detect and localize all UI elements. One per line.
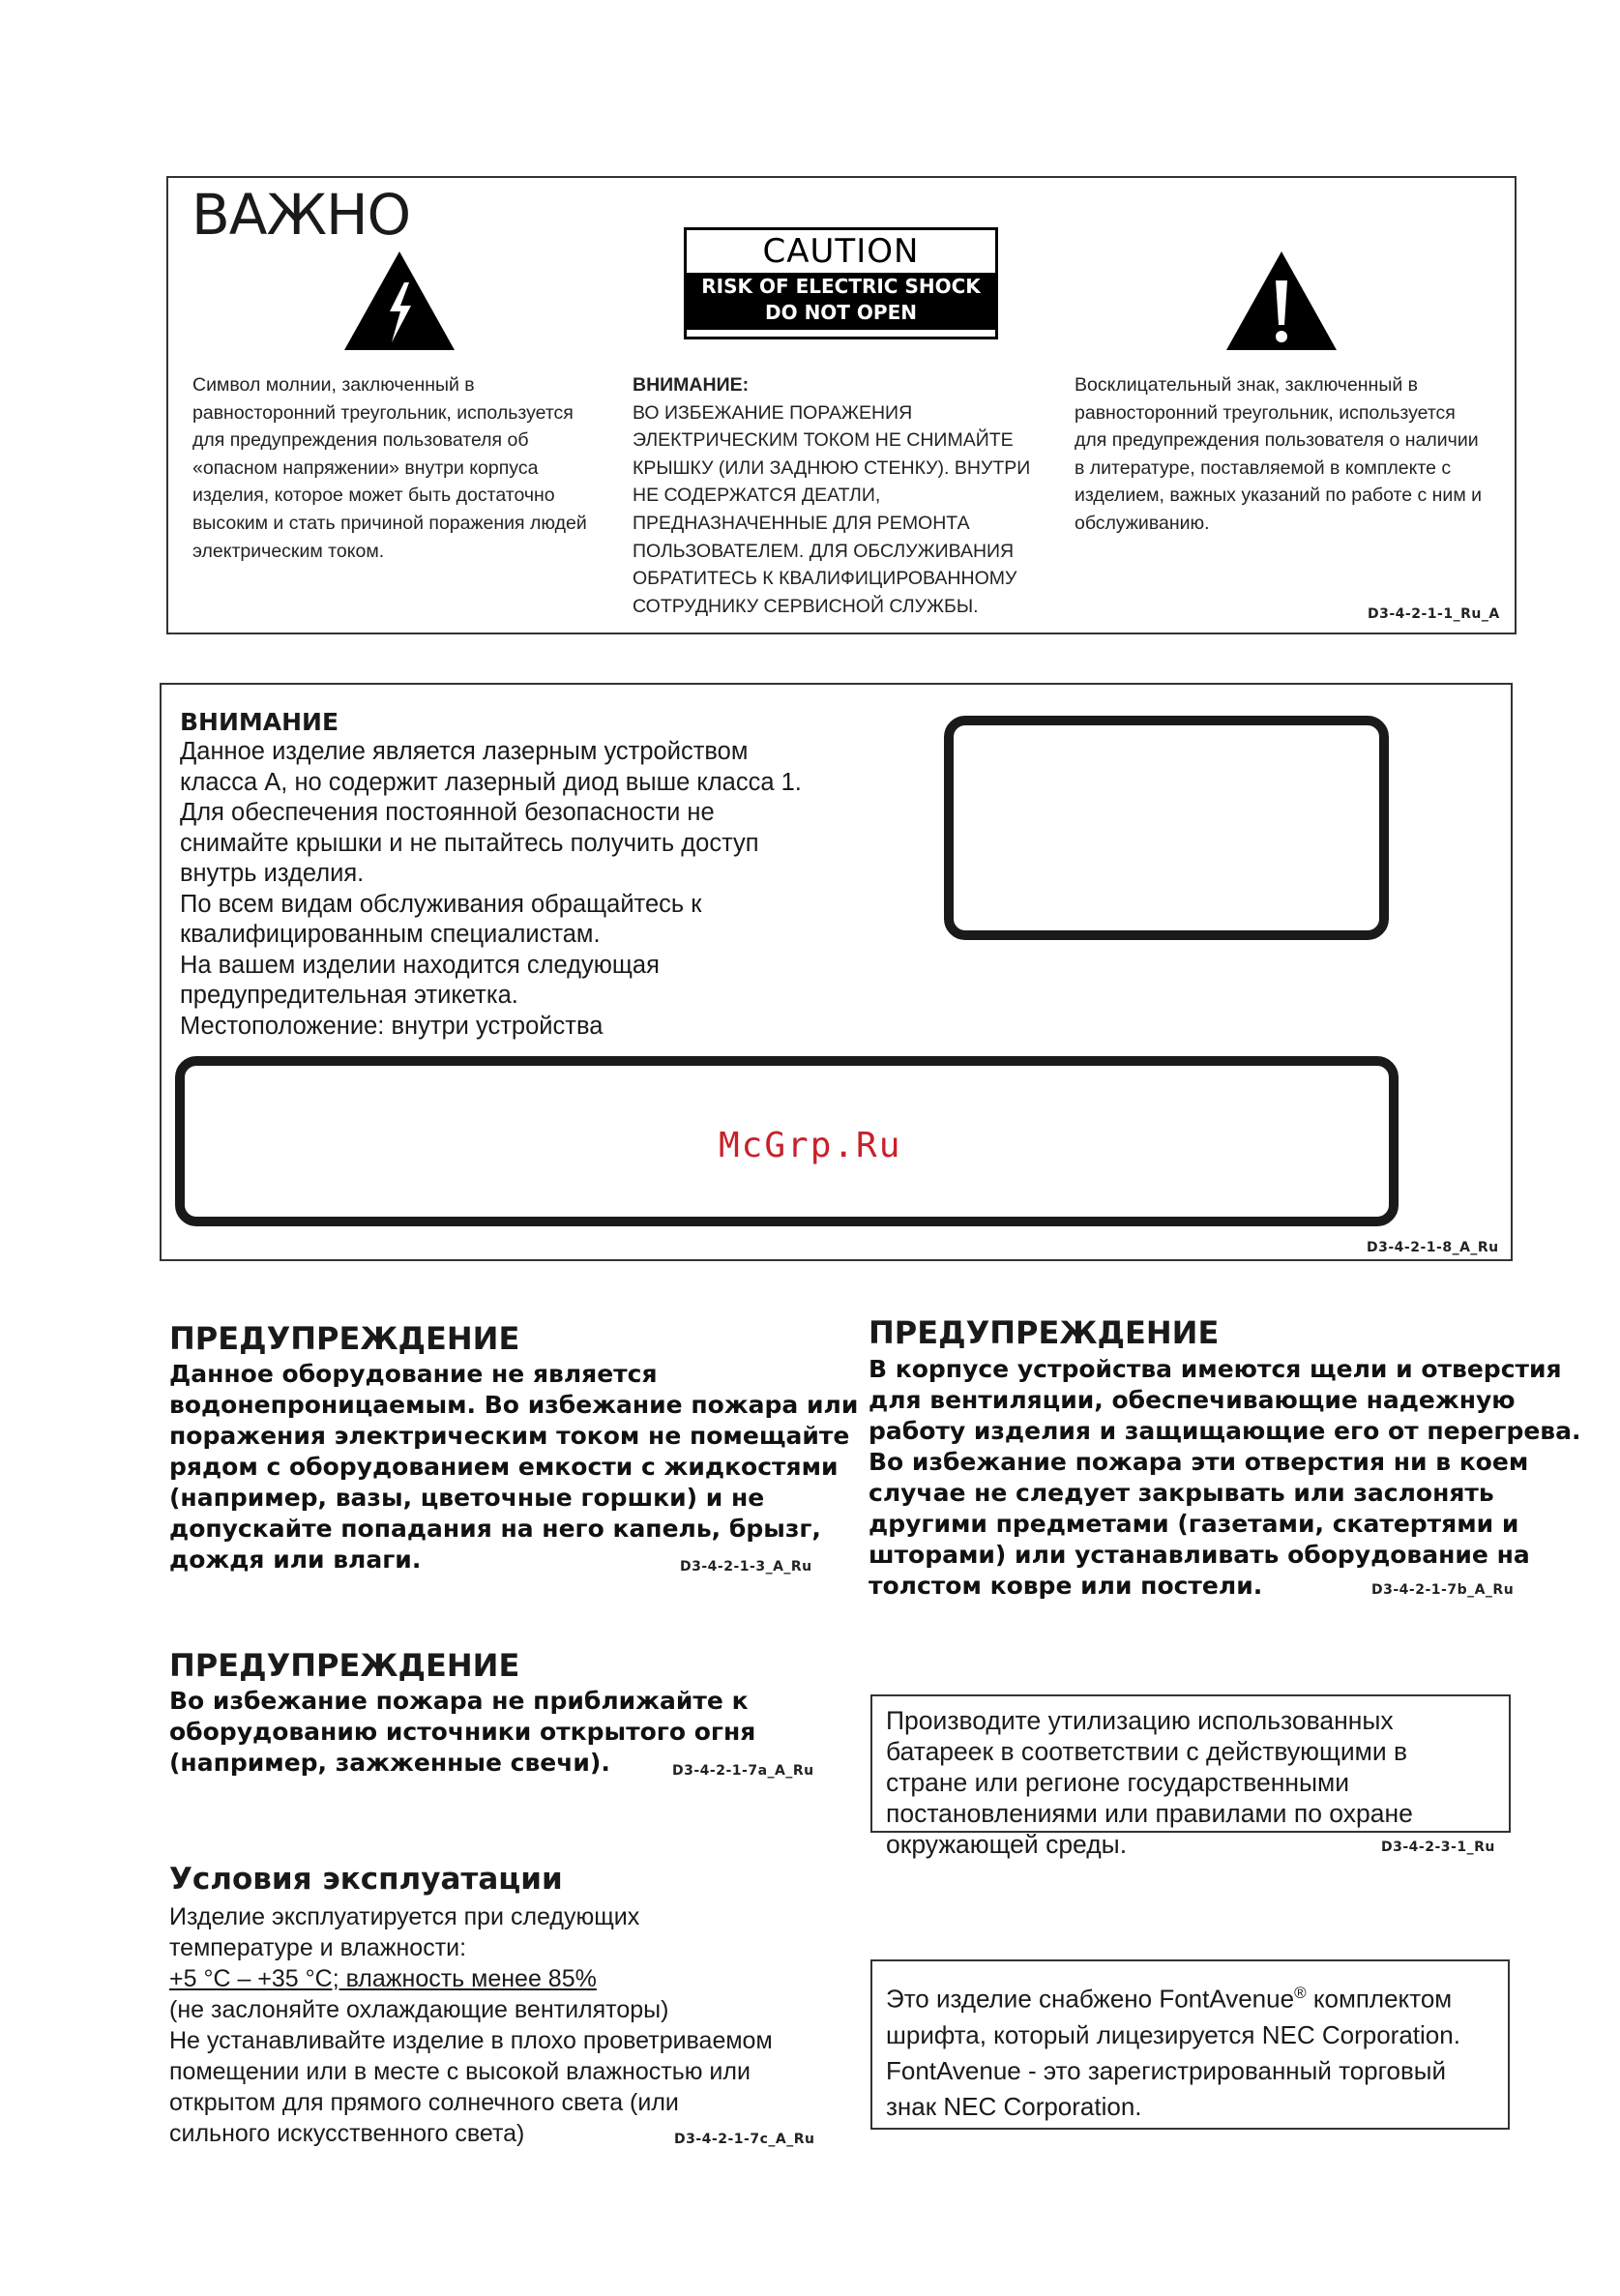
registered-mark: ® <box>1294 1984 1307 2002</box>
water-warning-heading: ПРЕДУПРЕЖДЕНИЕ <box>169 1320 520 1357</box>
caution-subtitle <box>687 273 995 330</box>
vent-warning-code: D3-4-2-1-7b_A_Ru <box>1371 1582 1515 1598</box>
laser-label-placeholder <box>944 716 1389 940</box>
caution-line1: RISK OF ELECTRIC SHOCK <box>701 275 981 298</box>
conditions-code: D3-4-2-1-7c_A_Ru <box>674 2132 815 2147</box>
vent-warning-heading: ПРЕДУПРЕЖДЕНИЕ <box>869 1314 1220 1351</box>
vent-warning-text: В корпусе устройства имеются щели и отверстия для вентиляции, обеспечивающие надежную работу изделия и защищающие его от перегрева. Во избежание пожара эти отверстия ни в коем случае не следует закрывать или заслонять другими предметами (газетами, скатертями и шторами) или устанавливать оборудование на толстом ковре или постели. <box>869 1355 1581 1600</box>
caution-label <box>684 227 998 339</box>
conditions-heading: Условия эксплуатации <box>169 1862 563 1897</box>
conditions-range: +5 °C – +35 °C; влажность менее 85% <box>169 1965 597 1992</box>
laser-code: D3-4-2-1-8_A_Ru <box>1367 1240 1499 1255</box>
lightning-description: Символ молнии, заключенный в равносторонний треугольник, используется для предупреждения пользователя об «опасном напряжении» внутри корпуса изделия, которое может быть достаточно высоким и стать причиной поражения людей электрическим током. <box>192 374 587 562</box>
exclamation-description: Восклицательный знак, заключенный в равносторонний треугольник, используется для предупреждения пользователя о наличии в литературе, поставляемой в комплекте с изделием, важных указаний по работе с ним и обслуживанию. <box>1075 374 1483 534</box>
font-text: Это изделие снабжено FontAvenue® комплектом шрифта, который лицезируется NEC Corporation. FontAvenue - это зарегистрированный торговый знак NEC Corporation. <box>886 1984 1460 2121</box>
laser-text: Данное изделие является лазерным устройством класса А, но содержит лазерный диод выше класса 1. Для обеспечения постоянной безопасности не снимайте крышки и не пытайтесь получить доступ внутрь изделия. По всем видам обслуживания обращайтесь к квалифицированным специалистам. На вашем изделии находится следующая предупредительная этикетка. Местоположение: внутри устройства <box>180 738 802 1040</box>
exclamation-warning-icon <box>1224 250 1339 352</box>
caution-description: ВНИМАНИЕ: ВО ИЗБЕЖАНИЕ ПОРАЖЕНИЯ ЭЛЕКТРИЧЕСКИМ ТОКОМ НЕ СНИМАЙТЕ КРЫШКУ (ИЛИ ЗАДНЮЮ СТЕНКУ). ВНУТРИ НЕ СОДЕРЖАТСЯ ДЕАТЛИ, ПРЕДНАЗНАЧЕННЫЕ ДЛЯ РЕМОНТА ПОЛЬЗОВАТЕЛЕМ. ДЛЯ ОБСЛУЖИВАНИЯ ОБРАТИТЕСЬ К КВАЛИФИЦИРОВАННОМУ СОТРУДНИКУ СЕРВИСНОЙ СЛУЖБЫ. <box>633 371 1068 620</box>
fire-warning-code: D3-4-2-1-7a_A_Ru <box>672 1763 814 1779</box>
caution-title: CAUTION <box>762 232 920 271</box>
battery-code: D3-4-2-3-1_Ru <box>1381 1840 1495 1855</box>
water-warning-text: Данное оборудование не является водонепроницаемым. Во избежание пожара или поражения электрическим током не помещайте рядом с оборудованием емкости с жидкостями (например, вазы, цветочные горшки) и не допускайте попадания на него капель, брызг, дождя или влаги. <box>169 1360 859 1574</box>
laser-heading: ВНИМАНИЕ <box>180 708 339 736</box>
fire-warning-heading: ПРЕДУПРЕЖДЕНИЕ <box>169 1647 520 1684</box>
watermark: McGrp.Ru <box>719 1126 902 1165</box>
conditions-text: Изделие эксплуатируется при следующих температуре и влажности: +5 °C – +35 °C; влажность менее 85% (не заслоняйте охлаждающие вентиляторы) Не устанавливайте изделие в плохо проветриваемом помещении или в месте с высокой влажностью или открытом для прямого солнечного света (или сильного искусственного света) <box>169 1903 773 2147</box>
lightning-warning-icon <box>342 250 457 352</box>
important-code: D3-4-2-1-1_Ru_A <box>1368 606 1500 622</box>
caution-heading: ВНИМАНИЕ: <box>633 374 750 396</box>
battery-text: Производите утилизацию использованных батареек в соответствии с действующими в стране или регионе государственными постановлениями или правилами по охране окружающей среды. <box>886 1706 1413 1859</box>
water-warning-code: D3-4-2-1-3_A_Ru <box>680 1559 812 1575</box>
important-title: ВАЖНО <box>191 182 411 248</box>
caution-line2: DO NOT OPEN <box>765 301 917 324</box>
fire-warning-text: Во избежание пожара не приближайте к оборудованию источники открытого огня (например, зажженные свечи). <box>169 1687 756 1777</box>
